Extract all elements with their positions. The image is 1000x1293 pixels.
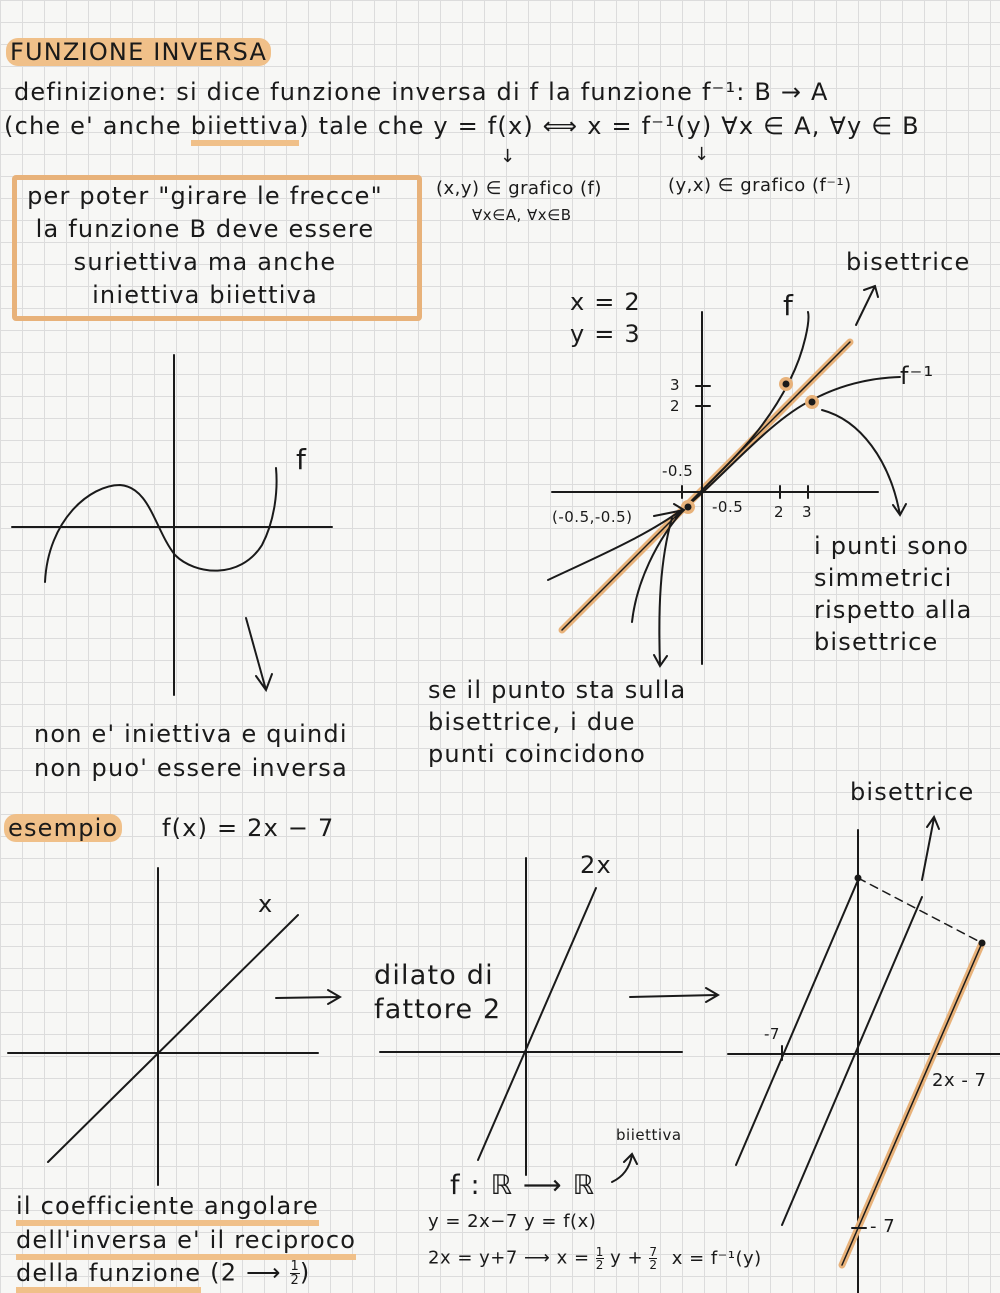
example-function: f(x) = 2x − 7 xyxy=(162,814,335,842)
note-symmetric-1: i punti sono xyxy=(814,532,970,560)
fraction-half: $\frac{1}{2}$ xyxy=(595,1245,604,1272)
fraction-reciprocal: $\frac{1}{2}$ xyxy=(290,1259,300,1288)
ex3-dashed-symmetry xyxy=(858,878,982,943)
coeff-note-2: dell'inversa e' il reciproco xyxy=(16,1228,356,1252)
graph2-point-b xyxy=(809,399,816,406)
graph1-curve xyxy=(45,468,277,582)
graph2-y-value: y = 3 xyxy=(570,320,641,348)
graph2-point-label: (-0.5,-0.5) xyxy=(552,508,633,526)
ex3-tick-label-neg7-y: - 7 xyxy=(870,1216,896,1237)
note-coincide-1: se il punto sta sulla xyxy=(428,676,687,704)
equation-2: 2x = y+7 ⟶ x = $\frac{1}{2}$ y + $\frac{7}{2}$ x = f⁻¹(y) xyxy=(428,1245,762,1272)
graph1-label-f: f xyxy=(296,443,308,476)
ex1-line-x xyxy=(48,915,298,1162)
ex3-tick-label-neg7-x: -7 xyxy=(764,1025,780,1043)
ex2-label-2x: 2x xyxy=(580,851,612,879)
page-title: FUNZIONE INVERSA xyxy=(6,40,271,64)
note-symmetric-2: simmetrici xyxy=(814,564,953,592)
graph2-tick-label-3: 3 xyxy=(670,376,681,394)
graph2-point-a xyxy=(783,381,790,388)
ex3-line-2x7 xyxy=(842,943,982,1265)
graph2-point-c xyxy=(685,504,692,511)
example-label: esempio xyxy=(4,816,122,840)
equation-1: y = 2x−7 y = f(x) xyxy=(428,1211,597,1232)
graph-example-x xyxy=(8,868,340,1185)
graph2-tick-label-neg05-x: -0.5 xyxy=(712,498,744,516)
ex3-line-2x xyxy=(736,880,858,1165)
graph2-tick-label-x2: 2 xyxy=(774,503,785,521)
ex3-bisector-arrow xyxy=(922,817,939,880)
graph2-bisector-arrow xyxy=(856,286,878,325)
note-coincide-2: bisettrice, i due xyxy=(428,708,636,736)
ex1-label-x: x xyxy=(258,890,274,918)
graph-non-injective xyxy=(12,355,332,695)
box-line-1: per poter "girare le frecce" xyxy=(27,182,383,210)
coeff-note-1: il coefficiente angolare xyxy=(16,1194,319,1218)
definition-line-2: (che e' anche biiettiva) tale che y = f(x) ⟺ x = f⁻¹(y) ∀x ∈ A, ∀y ∈ B xyxy=(4,114,920,138)
graph2-tick-label-2: 2 xyxy=(670,397,681,415)
note-coincide-3: punti coincidono xyxy=(428,740,646,768)
note-symmetric-4: bisettrice xyxy=(814,628,939,656)
graph2-label-f: f xyxy=(783,289,795,322)
fraction-seven-half: $\frac{7}{2}$ xyxy=(649,1245,658,1272)
biiettiva-highlight: biiettiva xyxy=(191,112,300,146)
coeff-note-3: della funzione (2 ⟶ $\frac{1}{2}$ ) xyxy=(16,1260,311,1287)
biiettiva-arrow xyxy=(612,1154,637,1182)
graph2-point-label-arrow xyxy=(654,504,684,518)
note-non-injective-1: non e' iniettiva e quindi xyxy=(34,720,348,748)
note-non-injective-2: non puo' essere inversa xyxy=(34,754,348,782)
graph2-label-finv: f⁻¹ xyxy=(900,362,935,390)
arrow-down-left: ↓ xyxy=(500,146,516,167)
graph1-arrow xyxy=(246,618,272,690)
ex3-point-right xyxy=(979,940,986,947)
box-line-3: suriettiva ma anche xyxy=(73,248,337,276)
graph-finv-relation: (y,x) ∈ grafico (f⁻¹) xyxy=(668,175,852,196)
ex3-bisettrice-label: bisettrice xyxy=(850,778,975,806)
ex1-arrow xyxy=(276,990,340,1004)
definition-line-1: definizione: si dice funzione inversa di f la funzione f⁻¹: B → A xyxy=(14,78,829,106)
graph2-x-value: x = 2 xyxy=(570,288,641,316)
box-line-4: iniettiva biiettiva xyxy=(92,281,318,309)
function-map: f : ℝ ⟶ ℝ xyxy=(450,1170,596,1201)
graph2-bisettrice-label: bisettrice xyxy=(846,248,971,276)
graph2-tick-label-neg05-y: -0.5 xyxy=(662,462,694,480)
arrow-down-right: ↓ xyxy=(694,144,710,165)
graph2-tick-label-x3: 3 xyxy=(802,503,813,521)
ex3-point-top xyxy=(855,875,862,882)
box-line-2: la funzione B deve essere xyxy=(35,215,375,243)
graph-example-2x-7 xyxy=(728,817,1000,1293)
ex2-arrow xyxy=(630,988,718,1002)
graph-f-quantifiers: ∀x∈A, ∀x∈B xyxy=(472,206,572,224)
graph-f-relation: (x,y) ∈ grafico (f) xyxy=(436,178,602,199)
ex3-line-x xyxy=(782,897,922,1225)
note-symmetric-3: rispetto alla xyxy=(814,596,973,624)
dilate-note-2: fattore 2 xyxy=(374,994,502,1025)
biiettiva-note: biiettiva xyxy=(616,1126,682,1144)
dilate-note-1: dilato di xyxy=(374,960,494,991)
graph2-symmetric-arrow xyxy=(822,410,906,515)
ex3-label-2x7: 2x - 7 xyxy=(932,1070,987,1091)
